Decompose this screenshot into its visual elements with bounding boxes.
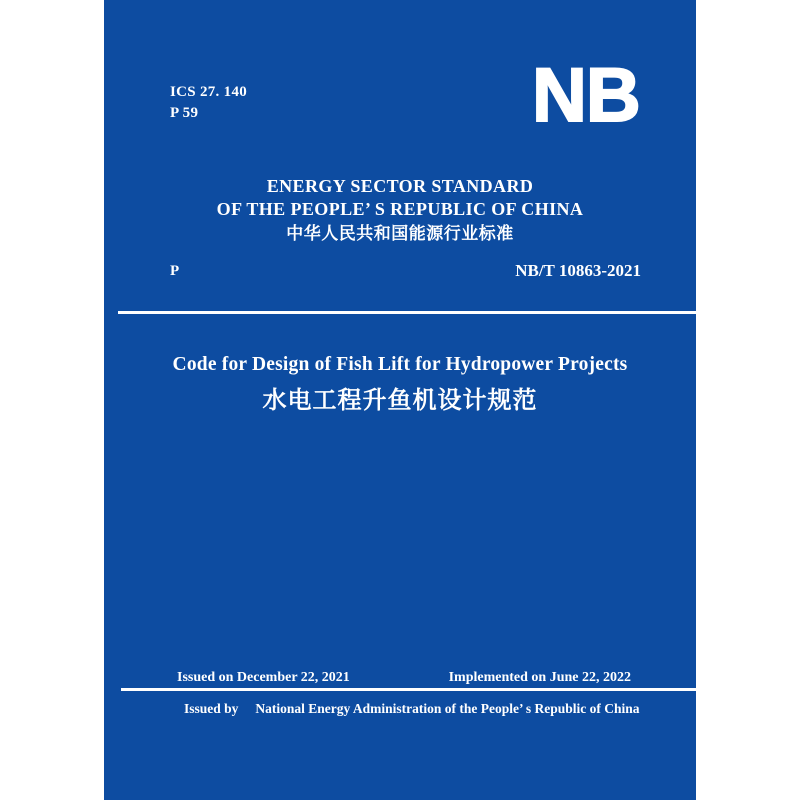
blue-cover-panel — [104, 0, 696, 800]
implemented-date: Implemented on June 22, 2022 — [448, 670, 631, 685]
classification-code: P 59 — [170, 105, 199, 122]
nb-logo: NB — [532, 53, 640, 138]
org-name-english-line2: OF THE PEOPLE’ S REPUBLIC OF CHINA — [216, 199, 584, 219]
top-horizontal-rule — [118, 311, 696, 314]
standard-title-chinese: 水电工程升鱼机设计规范 — [262, 388, 538, 414]
issued-by-value: National Energy Administration of the People’ s Republic of China — [255, 701, 640, 716]
standard-number: NB/T 10863-2021 — [515, 261, 641, 280]
bottom-horizontal-rule — [121, 688, 696, 691]
issued-by-label: Issued by — [184, 701, 239, 716]
dates-row — [177, 670, 631, 686]
issued-date: Issued on December 22, 2021 — [177, 670, 350, 685]
standard-title-english: Code for Design of Fish Lift for Hydropower Projects — [172, 354, 628, 375]
org-name-chinese: 中华人民共和国能源行业标准 — [286, 224, 514, 243]
ics-classification-block — [170, 84, 247, 127]
issued-by-row — [184, 701, 640, 717]
org-name-english-line1: ENERGY SECTOR STANDARD — [266, 176, 534, 196]
ics-code: ICS 27. 140 — [170, 84, 248, 100]
doc-class-letter: P — [170, 263, 180, 279]
